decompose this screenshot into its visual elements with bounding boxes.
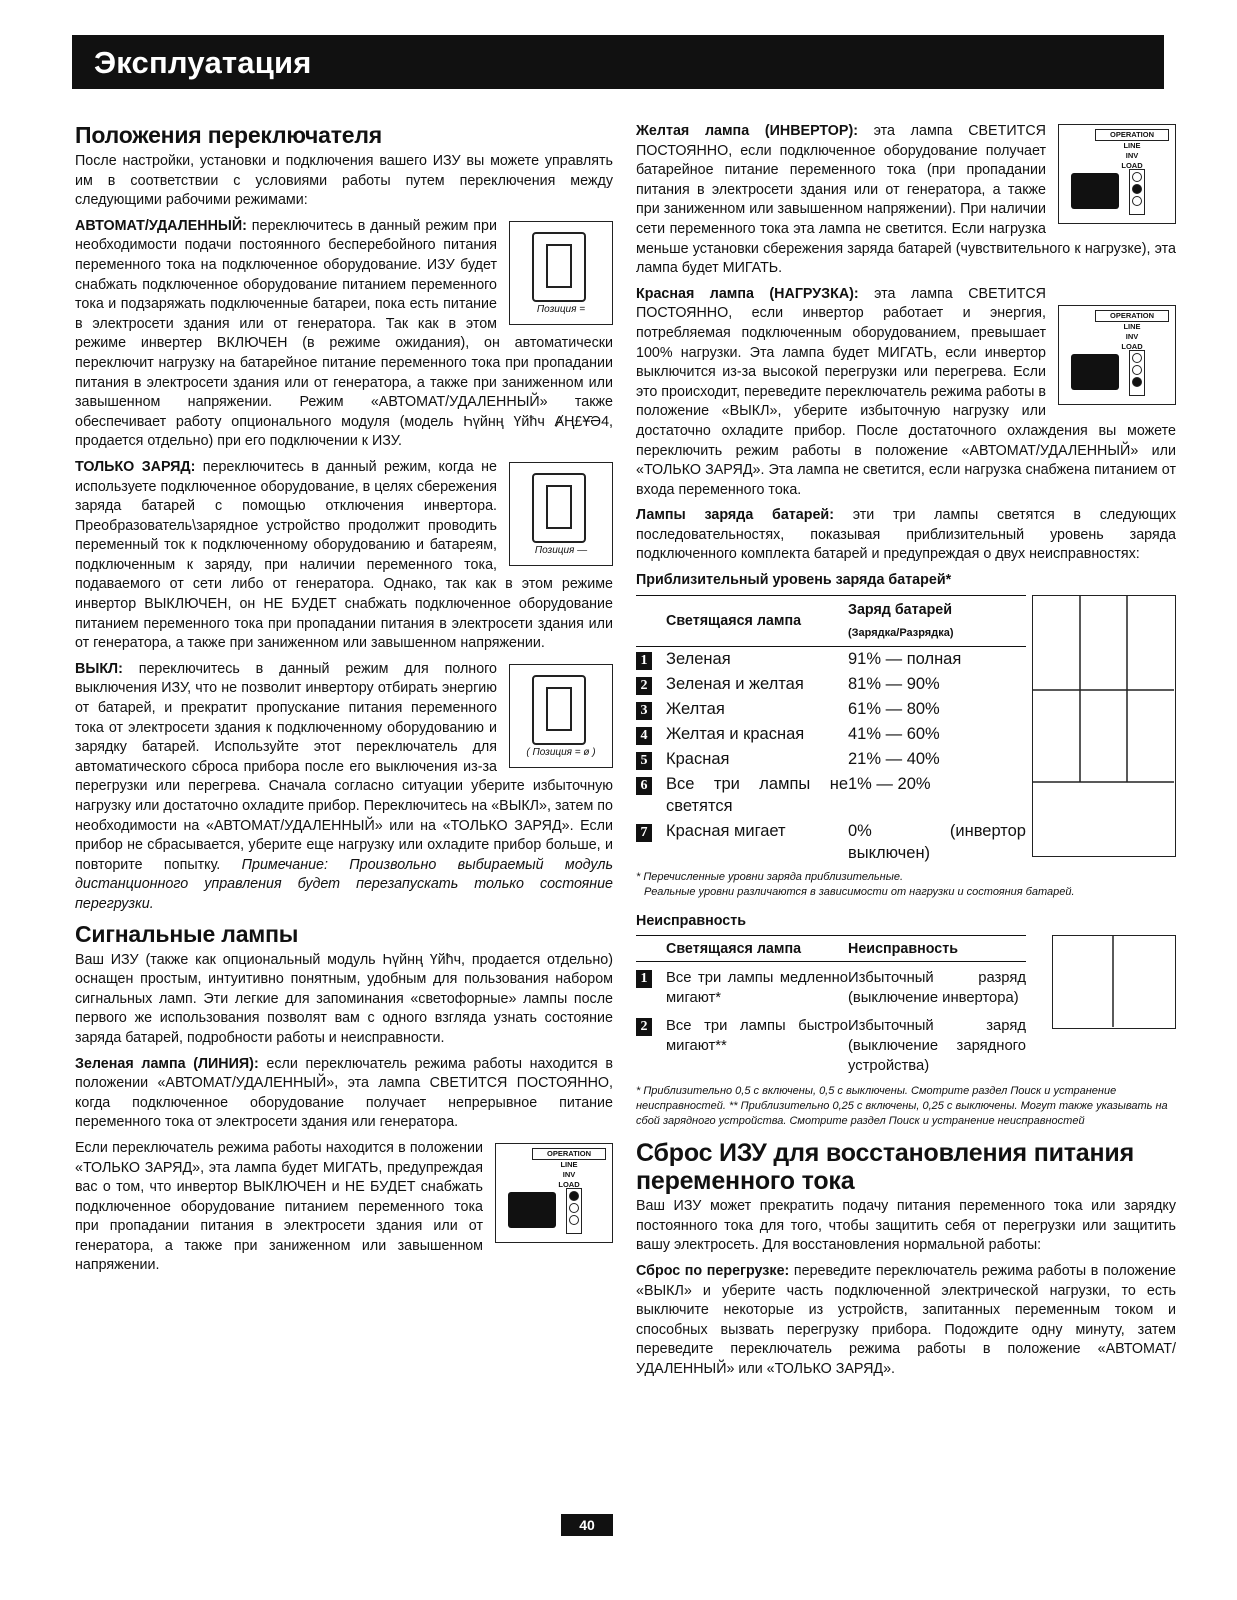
remote-note: Примечание: Произвольно выбираемый модуль дистанционного управления будет перезапускать только состояние перегрузки. [75, 856, 613, 912]
fault-block [636, 935, 1176, 1078]
charge-level-row [636, 672, 1026, 697]
led-load-icon [569, 1215, 579, 1225]
led-inv-icon [569, 1203, 579, 1213]
charge-level-note-2: Реальные уровни различаются в зависимости от нагрузки и состояния батарей. [644, 885, 1075, 898]
led-column [566, 1188, 582, 1234]
load-label: LOAD [558, 1179, 580, 1189]
fault-row [636, 962, 1026, 1011]
fault-header [636, 936, 1026, 962]
row-lamp: Красная [666, 749, 730, 768]
charge-mode-text: переключитесь в данный режим, когда не используете подключенное оборудование, в целях сбережения заряда батарей с помощью отключения инвертора. Преобразователь\зарядное устройство продолжит проводить переменный ток к подключенному оборудованию и батареям, подключенным к заряду, при наличии переменного тока, подаваемого от сети либо от генератора. Однако, так как в этом режиме инвертор ВЫКЛЮЧЕН, он НЕ БУДЕТ снабжать подключенное оборудование питанием переменного тока при пропадании питания в электросети здания или от генератора, а также при заниженном или завышенном напряжении. [75, 458, 613, 652]
row-charge: 21% — 40% [848, 749, 940, 768]
charge-level-header [636, 595, 1026, 646]
row-number-badge: 4 [636, 727, 652, 745]
row-charge: 1% — 20% [848, 774, 931, 793]
fault-note: * Приблизительно 0,5 с включены, 0,5 с выключены. Смотрите раздел Поиск и устранение неисправностей. ** Приблизительно 0,25 с включены, 0,25 с выключены. Могут также указывать на сбой зарядного устройства. Смотрите раздел Поиск и устранение неисправностей [636, 1085, 1168, 1128]
charge-mode-label: ТОЛЬКО ЗАРЯД: [75, 458, 196, 475]
fault-col-fault-header: Неисправность [848, 936, 1026, 962]
row-number-badge: 3 [636, 702, 652, 720]
charge-level-lamp-figure [1032, 595, 1176, 857]
reset-intro: Ваш ИЗУ может прекратить подачу питания переменного тока или зарядку постоянного тока для того, чтобы защитить себя от перегрузки или защитить вашу электросеть. Для восстановления нормальной работы: [636, 1198, 1176, 1254]
led-load-icon [1132, 196, 1142, 206]
fault-row-lamp: Все три лампы быстро мигают** [666, 1018, 848, 1055]
green-panel-figure [495, 1143, 613, 1243]
page-number: 40 [561, 1514, 613, 1536]
led-inv-icon [1132, 184, 1142, 194]
charge-level-row [636, 819, 1026, 866]
row-number-badge: 2 [636, 1018, 652, 1036]
fault-lamp-figure [1052, 935, 1176, 1029]
off-mode-label: ВЫКЛ: [75, 660, 123, 677]
row-lamp: Желтая и красная [666, 724, 805, 743]
overload-reset-label: Сброс по перегрузке: [636, 1263, 790, 1280]
charge-level-block [636, 595, 1176, 866]
fault-table [636, 935, 1026, 1078]
col-charge-header: Заряд батарей (Зарядка/Разрядка) [848, 595, 1026, 646]
led-column [1129, 169, 1145, 215]
charge-level-title: Приблизительный уровень заряда батарей* [636, 572, 952, 589]
red-panel-figure [1058, 305, 1176, 405]
charge-level-table [636, 595, 1026, 866]
load-label: LOAD [1121, 161, 1143, 170]
fault-title: Неисправность [636, 912, 747, 929]
fault-row [636, 1010, 1026, 1078]
auto-mode-text: переключитесь в данный режим при необходимости подачи постоянного бесперебойного питания переменного тока на подключенное оборудование. ИЗУ будет снабжать подключенное оборудование питанием переменного тока и подзаряжать подключенные батареи, пока есть питание в электросети здания или от генератора. Так как в этом режиме инвертер ВКЛЮЧЕН (в режиме ожидания), он автоматически переключит нагрузку на батарейное питание переменного тока при пропадании питания в электросети здания или от генератора, а также при заниженном или завышенном напряжении. Режим «АВТОМАТ/УДАЛЕННЫЙ» также обеспечивает работу опционального модуля (модель Һүйнң Үйħч ȺҢ£Ұ̄Ә4, продается отдельно) при его подключении к ИЗУ. [75, 217, 613, 450]
inv-label: INV [562, 1169, 576, 1179]
off-mode-text: переключитесь в данный режим для полного выключения ИЗУ, что не позволит инвертору отбирать энергию от батарей, и прекратит пропускание питания переменного тока от электросети здания к подключенному оборудованию и зарядку батарей. Используйте этот переключатель для автоматического сброса прибора после его выключения из-за перегрузки или перегрева. Сначала согласно ситуации уберите избыточную нагрузку или достаточно охладите прибор. Переключитесь на «ВЫКЛ», затем по необходимости на «АВТОМАТ/УДАЛЕННЫЙ» или на «ТОЛЬКО ЗАРЯД». Если прибор не сбрасывается, уберите еще нагрузку или охладите прибор больше, и повторите попытку. [75, 660, 613, 873]
row-lamp: Зеленая и желтая [666, 674, 804, 693]
row-charge: 61% — 80% [848, 699, 940, 718]
row-number-badge: 1 [636, 652, 652, 670]
yellow-lamp-label: Желтая лампа (ИНВЕРТОР): [636, 123, 858, 139]
charge-level-row [636, 722, 1026, 747]
red-lamp-label: Красная лампа (НАГРУЗКА): [636, 285, 859, 302]
red-lamp-text: эта лампа СВЕТИТСЯ ПОСТОЯННО, если инвертор работает и энергия, потребляемая подключенным оборудованием, превышает 100% нагрузки. Эта лампа будет МИГАТЬ, если инвертор выключится из-за высокой перегрузки или перегрева. Если это происходит, переведите переключатель режима работы в положение «ВЫКЛ», уберите избыточную нагрузку или достаточно охладите прибор. После достаточного охлаждения вы можете переключить режим работы в положение «АВТОМАТ/УДАЛЕННЫЙ» или «ТОЛЬКО ЗАРЯД». Эта лампа не светится, если нагрузка снабжена питанием от входа переменного тока. [636, 285, 1176, 498]
fault-lamp-diagram [1053, 936, 1174, 1027]
row-lamp: Желтая [666, 699, 725, 718]
yellow-panel-figure [1058, 124, 1176, 224]
green-lamp-label: Зеленая лампа (ЛИНИЯ): [75, 1055, 259, 1072]
fault-row-lamp: Все три лампы медленно мигают* [666, 970, 848, 1007]
yellow-lamp-text: эта лампа СВЕТИТСЯ ПОСТОЯННО, если подключенное оборудование получает батарейное питание переменного тока (при пропадании питания в электросети здания или от генератора, а также при заниженном или завышенном напряжении). При наличии сети переменного тока эта лампа не светится. Если нагрузка меньше установки сбережения заряда батарей (чувствительного к нагрузке), эта лампа будет МИГАТЬ. [636, 123, 1176, 277]
led-line-icon [1132, 353, 1142, 363]
green-lamp-text: если переключатель режима работы находится в положении «АВТОМАТ/УДАЛЕННЫЙ», эта лампа СВЕТИТСЯ ПОСТОЯННО, когда подключенное оборудование получает непрерывное питание переменного тока от электросети здания или генератора. [75, 1055, 613, 1131]
rocker-switch-icon [532, 473, 586, 543]
row-number-badge: 7 [636, 824, 652, 842]
operation-label: OPERATION [532, 1148, 606, 1160]
operation-label-block [1095, 129, 1169, 171]
connector-icon [508, 1192, 556, 1228]
charge-level-row [636, 747, 1026, 772]
page-title: Эксплуатация [94, 45, 312, 80]
row-number-badge: 2 [636, 677, 652, 695]
lamp-sequence-diagram [1033, 596, 1174, 855]
operation-label-block [532, 1148, 606, 1190]
green-lamp-paragraph [75, 1055, 613, 1133]
charge-level-row [636, 697, 1026, 722]
fault-col-lamp-header: Светящаяся лампа [666, 936, 848, 962]
row-charge: 81% — 90% [848, 674, 940, 693]
fault-row-fault: Избыточный заряд (выключение зарядного устройства) [848, 1018, 1026, 1075]
switch-section-heading: Положения переключателя [75, 122, 383, 148]
row-charge: 41% — 60% [848, 724, 940, 743]
operation-label-block [1095, 310, 1169, 352]
auto-mode-label: АВТОМАТ/УДАЛЕННЫЙ: [75, 217, 247, 234]
led-line-icon [1132, 172, 1142, 182]
rocker-switch-icon [532, 675, 586, 745]
row-number-badge: 6 [636, 777, 652, 795]
reset-heading: Сброс ИЗУ для восстановления питания переменного тока [636, 1139, 1134, 1196]
operation-label: OPERATION [1095, 310, 1169, 322]
overload-reset-text: переведите переключатель режима работы в положение «ВЫКЛ» и уберите часть подключенной электрической нагрузки, то есть выключите некоторые из устройств, запитанных переменным током и способных вызвать перегрузку прибора. Подождите одну минуту, затем переведите переключатель режима работы в положение «АВТОМАТ/УДАЛЕННЫЙ» или «ТОЛЬКО ЗАРЯД». [636, 1263, 1176, 1377]
charge-level-row [636, 772, 1026, 819]
battery-lamps-text: эти три лампы светятся в следующих последовательностях, показывая приблизительный уровень заряда подключенного комплекта батарей и предупреждая о двух неисправностях: [636, 507, 1176, 563]
led-inv-icon [1132, 365, 1142, 375]
row-charge: 91% — полная [848, 649, 962, 668]
switch-charge-figure [509, 462, 613, 566]
charge-level-note-1: * Перечисленные уровни заряда приблизительные. [636, 870, 903, 883]
row-lamp: Красная мигает [666, 821, 786, 840]
switch-auto-figure [509, 221, 613, 325]
line-label: LINE [1123, 141, 1141, 150]
rocker-switch-icon [532, 232, 586, 302]
line-label: LINE [1123, 321, 1141, 331]
page-header [72, 35, 1164, 89]
battery-lamps-label: Лампы заряда батарей: [636, 507, 834, 524]
connector-icon [1071, 173, 1119, 209]
row-lamp: Зеленая [666, 649, 731, 668]
signal-intro: Ваш ИЗУ (также как опциональный модуль Һүйнң Үйħч, продается отдельно) оснащен простым, интуитивно понятным, удобным для пользования набором сигнальных ламп. Эти легкие для запоминания «светофорные» лампы после первого же использования позволят вам с одного взгляда узнать состояние заряда батарей, подробности работы и неисправности. [75, 951, 613, 1046]
operation-label: OPERATION [1095, 129, 1169, 141]
switch-intro: После настройки, установки и подключения вашего ИЗУ вы можете управлять им в соответствии с условиями работы путем переключения между следующими рабочими режимами: [75, 153, 613, 209]
left-column [75, 122, 613, 1282]
connector-icon [1071, 354, 1119, 390]
switch-charge-caption: Позиция — [534, 545, 588, 557]
right-column [636, 122, 1176, 1386]
charge-level-row [636, 646, 1026, 672]
fault-row-fault: Избыточный разряд (выключение инвертора) [848, 970, 1026, 1007]
switch-off-caption: ( Позиция = ø ) [526, 747, 596, 759]
row-number-badge: 1 [636, 970, 652, 988]
green-lamp-paragraph-2: Если переключатель режима работы находится в положении «ТОЛЬКО ЗАРЯД», эта лампа будет МИГАТЬ, предупреждая вас о том, что инвертор ВЫКЛЮЧЕН и НЕ БУДЕТ снабжать подключенное оборудование питанием переменного тока при пропадании питания в электросети здания или от генератора, а также при заниженном или завышенном напряжении. [75, 1139, 483, 1274]
row-charge: 0% (инвертор выключен) [848, 821, 1026, 862]
switch-off-figure [509, 664, 613, 768]
led-load-icon [1132, 377, 1142, 387]
row-number-badge: 5 [636, 752, 652, 770]
inv-label: INV [1125, 151, 1139, 160]
signal-section-heading: Сигнальные лампы [75, 920, 299, 947]
switch-auto-caption: Позиция = [536, 304, 586, 316]
line-label: LINE [560, 1159, 578, 1169]
load-label: LOAD [1121, 341, 1143, 351]
row-lamp: Все три лампы не светятся [666, 774, 848, 815]
led-line-icon [569, 1191, 579, 1201]
inv-label: INV [1125, 331, 1139, 341]
overload-reset-paragraph [636, 1262, 1176, 1380]
led-column [1129, 350, 1145, 396]
col-lamp-header: Светящаяся лампа [666, 595, 848, 646]
battery-lamps-paragraph [636, 506, 1176, 565]
